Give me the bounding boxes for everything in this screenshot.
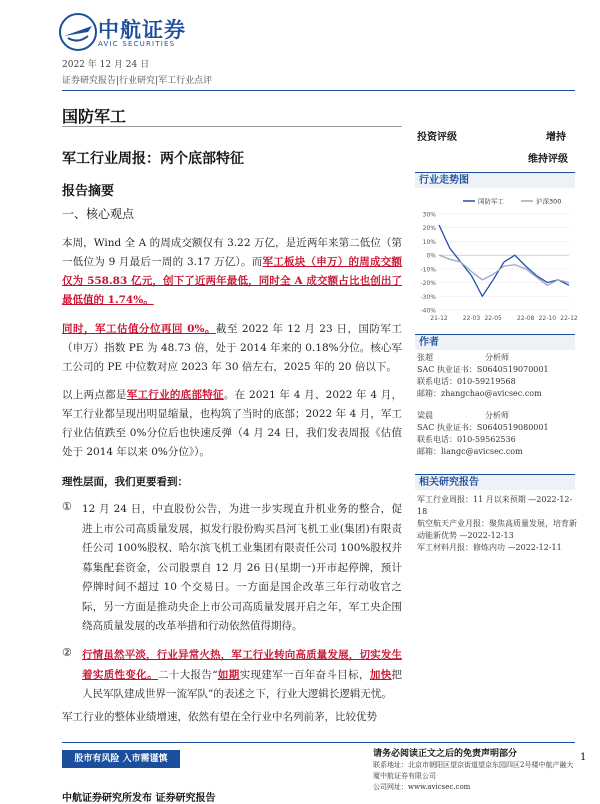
company-logo (58, 12, 208, 52)
risk-warning-banner: 股市有风险 入市需谨慎 (62, 750, 180, 768)
avic-logo-icon (58, 12, 98, 52)
author-2-name: 梁晨 (417, 411, 433, 420)
related-list (417, 494, 577, 554)
footer-divider (62, 742, 575, 743)
para2-text: 截至 2022 年 12 月 23 日，国防军工（申万）指数 PE 为 48.73 倍，处于 2014 年来的 0.18%分位。核心军工公司的 PE 中位数对应 2023 年 30 倍左右，2025 年的 20 倍以下。 (62, 323, 402, 373)
page-number: 1 (580, 752, 587, 763)
item2-text-c: 实现建军一百年奋斗目标， (239, 668, 370, 681)
y-tick-label: 30% (422, 211, 436, 219)
para3-highlight: 军工行业的底部特征 (126, 389, 224, 401)
author-2-email[interactable]: 邮箱：liangc@avicsec.com (417, 447, 523, 456)
industry-trend-chart (415, 192, 578, 330)
x-tick-label: 22-05 (484, 315, 502, 322)
author-heading: 作者 (415, 334, 575, 350)
paragraph-turnover (62, 234, 402, 310)
logo-cn-text: 中航证券 (98, 18, 186, 42)
y-tick-label: 0% (426, 252, 436, 260)
disclaimer-notice: 请务必阅读正文之后的免责声明部分 (373, 749, 518, 759)
x-tick-label: 21-12 (430, 315, 448, 322)
para3-text-b: 。在 2021 年 4 月、2022 年 4 月，军工行业都呈现出明显缩量，也构筑了当时的底部；2022 年 4 月，军工行业估值跌至 0%分位后也快速反弹（4 月 24 日，我们发表周报《估值处于 2014 年以来 0%分位》）。 (62, 389, 403, 458)
para2-highlight: 同时，军工估值分位再回 0%。 (62, 323, 216, 335)
y-tick-label: -10% (420, 266, 436, 274)
author-2-sac: SAC 执业证书：S0640519080001 (417, 423, 549, 432)
trend-heading: 行业走势图 (415, 172, 575, 188)
y-tick-label: -30% (420, 293, 436, 301)
logo-en-text: AVIC SECURITIES (98, 40, 176, 48)
item2-highlight-d: 加快 (369, 668, 392, 681)
breadcrumb: 证券研究报告|行业研究|军工行业点评 (62, 76, 213, 86)
related-item[interactable]: 军工行业周报：11 月以来预期 —2022-12-18 (417, 495, 573, 516)
x-tick-label: 22-10 (538, 315, 557, 322)
summary-heading: 报告摘要 (62, 184, 115, 199)
series-line-0 (439, 225, 569, 296)
sector-title: 国防军工 (62, 107, 127, 126)
x-tick-label: 22-03 (462, 315, 481, 322)
related-item[interactable]: 军工材料月报：修炼内功 —2022-12-11 (417, 543, 562, 552)
author-2-role: 分析师 (485, 411, 509, 420)
item2-text-e: 把人民军队建成世界一流军队”的表述之下，行业大逻辑长逻辑无忧。 (82, 668, 403, 700)
author-1-phone: 联系电话：010-59219568 (417, 377, 516, 386)
author-1-role: 分析师 (485, 353, 509, 362)
y-tick-label: -20% (420, 280, 436, 288)
item2-text-a: 二十大报告“ (157, 668, 218, 681)
y-tick-label: -40% (420, 307, 436, 315)
y-tick-label: 20% (422, 225, 436, 233)
item2-number: ② (62, 646, 72, 659)
header-divider (62, 90, 575, 91)
author-1-email[interactable]: 邮箱：zhangchao@avicsec.com (417, 389, 542, 398)
paragraph-bottom-features (62, 386, 402, 462)
item2-highlight: 行情虽然平淡，行业异常火热，军工行业转向高质量发展，切实发生着实质性变化。 (82, 649, 402, 681)
legend-label: 沪深300 (536, 197, 562, 206)
report-date: 2022 年 12 月 24 日 (62, 60, 150, 70)
item2-text (82, 646, 402, 705)
author-1-name: 张超 (417, 353, 433, 362)
author-2 (417, 410, 577, 458)
para1-highlight: 军工板块（申万）的周成交额仅为 558.83 亿元，创下了近两年最低，同时全 A 成交额占比也创出了最低值的 1.74%。 (62, 256, 402, 306)
legend-label: 国防军工 (478, 197, 504, 206)
item1-number: ① (62, 500, 72, 513)
author-2-phone: 联系电话：010-59562536 (417, 435, 516, 444)
x-tick-label: 22-12 (560, 315, 578, 322)
address-line-2: 厦中航证券有限公司 (373, 772, 436, 780)
author-1-sac: SAC 执业证书：S0640519070001 (417, 365, 549, 374)
rating-value: 增持 (546, 132, 566, 143)
para3-text-a: 以上两点都是 (62, 389, 127, 401)
address-line-1: 联系地址：北京市朝阳区望京街道望京东园四区2号楼中航产融大 (373, 761, 574, 769)
related-item[interactable]: 航空航天产业月报：聚焦高质量发展，培育新动能新优势 —2022-12-13 (417, 519, 577, 540)
footer-publisher: 中航证券研究所发布 证券研究报告 (62, 793, 216, 804)
x-tick-label: 22-08 (516, 315, 535, 322)
company-website[interactable]: 公司网址：www.avicsec.com (373, 783, 471, 791)
paragraph-valuation (62, 320, 402, 377)
report-title: 军工行业周报：两个底部特征 (62, 151, 244, 167)
paragraph-last: 军工行业的整体业绩增速，依然有望在全行业中名列前茅，比较优势 (62, 711, 377, 723)
y-tick-label: 10% (422, 238, 436, 246)
para1-text: 本周，Wind 全 A 的周成交额仅有 3.22 万亿，是近两年来第二低位（第一低位为 9 月最后一周的 3.17 万亿）。而 (62, 237, 402, 268)
author-1 (417, 352, 577, 400)
sector-divider (62, 126, 402, 127)
rating-sub: 维持评级 (528, 154, 568, 165)
item2-highlight-b: 如期 (217, 668, 240, 681)
rating-label: 投资评级 (417, 132, 457, 143)
item1-text: 12 月 24 日，中直股份公告，为进一步实现直升机业务的整合，促进上市公司高质量发展，拟发行股份购买昌河飞机工业(集团)有限责任公司 100%股权、哈尔滨飞机工业集团有限责任公司 100%股权并募集配套资金，公司股票自 12 月 26 日(星期一)开市起停牌，预计停牌时间不超过 10 个交易日。一方面是国企改革三年行动收官之际，另一方面是推动央企上市公司高质量发展开启之年，军工央企围绕高质量发展的改革举措和行动依然值得期待。 (82, 503, 402, 632)
subheading: 理性层面，我们更要看到： (62, 476, 188, 488)
section-heading: 一、核心观点 (62, 207, 135, 221)
related-heading: 相关研究报告 (415, 474, 575, 490)
